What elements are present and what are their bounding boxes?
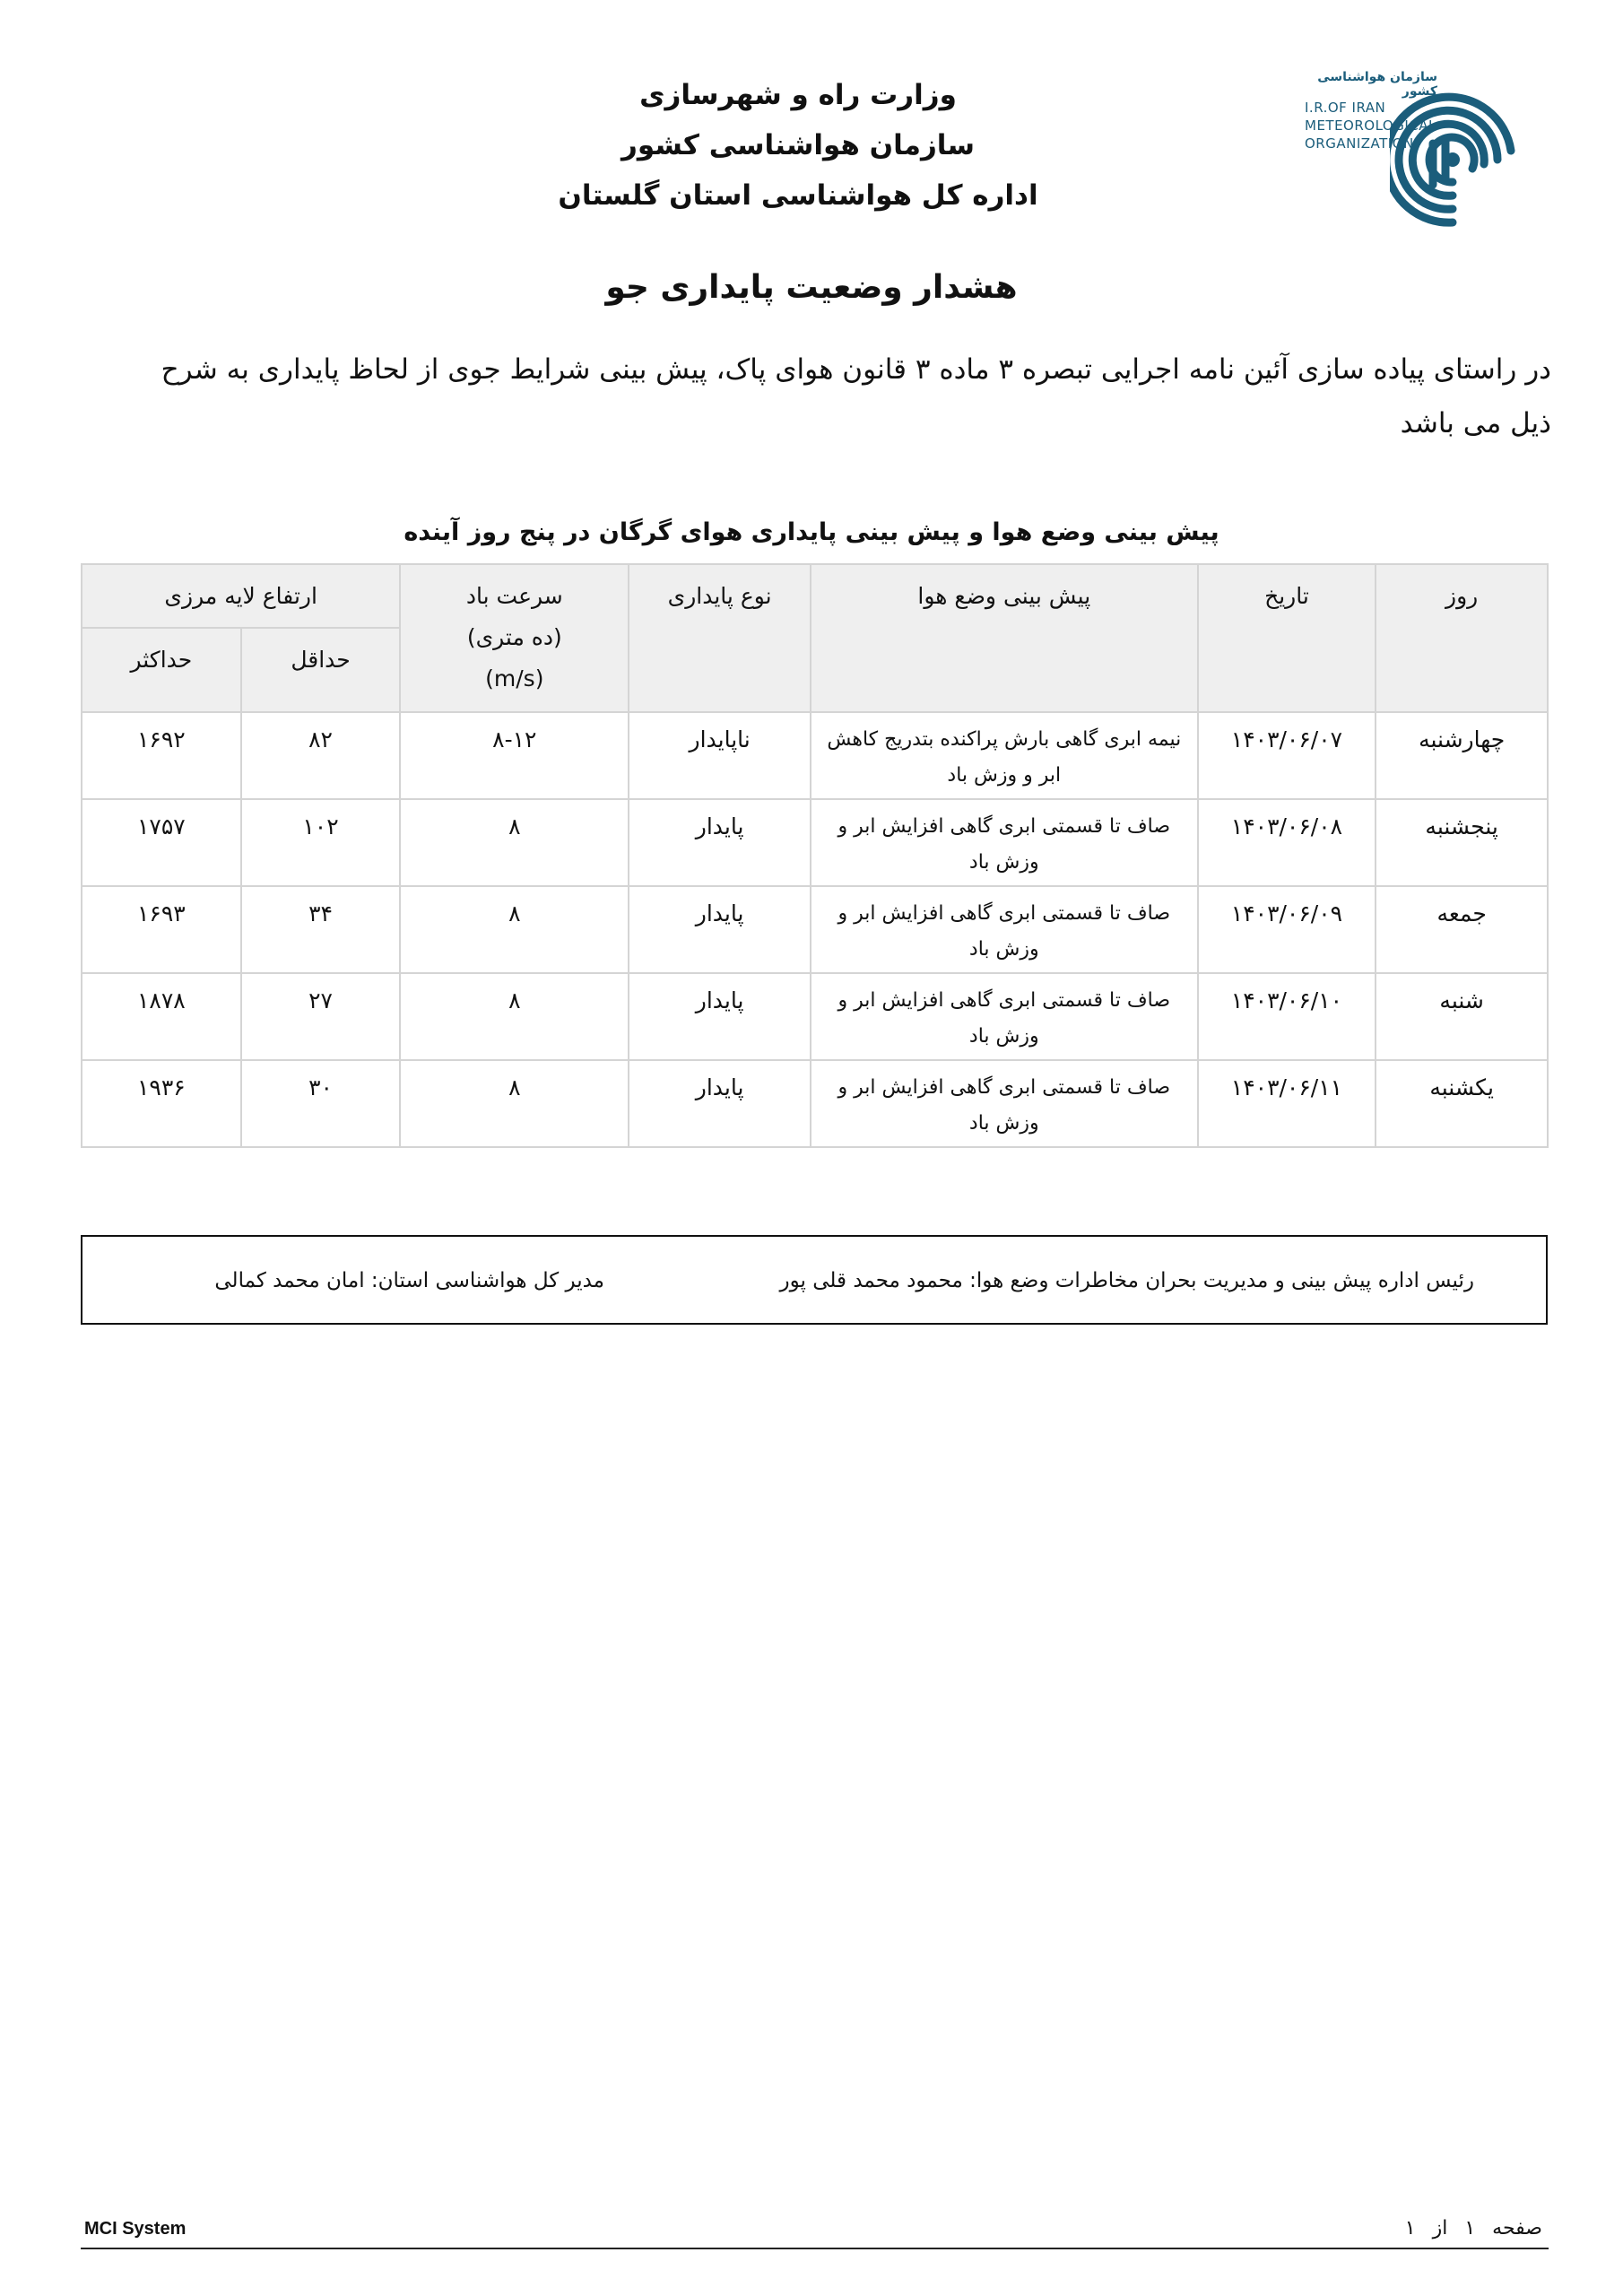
footer-divider <box>81 2248 1549 2249</box>
document-title: هشدار وضعیت پایداری جو <box>605 269 1018 306</box>
cell-stability-type: ناپایدار <box>629 712 811 799</box>
header-wind-speed <box>400 564 629 712</box>
cell-wind-speed: ۸ <box>400 973 629 1060</box>
header-wind-speed-line-1: سرعت باد <box>465 583 563 609</box>
cell-stability-type: پایدار <box>629 1060 811 1147</box>
cell-min: ۳۴ <box>241 886 401 973</box>
cell-date: ۱۴۰۳/۰۶/۱۱ <box>1198 1060 1376 1147</box>
cell-day: پنجشنبه <box>1376 799 1548 886</box>
cell-condition: صاف تا قسمتی ابری گاهی افزایش ابر و وزش باد <box>811 799 1198 886</box>
header-weather-forecast: پیش بینی وضع هوا <box>811 564 1198 712</box>
header-date: تاریخ <box>1198 564 1376 712</box>
cell-max: ۱۶۹۳ <box>82 886 241 973</box>
header-boundary-layer-height: ارتفاع لایه مرزی <box>82 564 400 628</box>
director-signature: مدیر کل هواشناسی استان: امان محمد کمالی <box>214 1269 604 1292</box>
cell-date: ۱۴۰۳/۰۶/۰۹ <box>1198 886 1376 973</box>
header-max: حداکثر <box>82 628 241 712</box>
table-row <box>82 712 1548 799</box>
cell-stability-type: پایدار <box>629 973 811 1060</box>
table-row <box>82 886 1548 973</box>
spiral-emblem-icon <box>1390 79 1515 231</box>
logo-persian-text: سازمان هواشناسی کشور <box>1317 70 1437 99</box>
header-wind-speed-line-2: (ده متری) <box>466 624 562 650</box>
cell-date: ۱۴۰۳/۰۶/۰۷ <box>1198 712 1376 799</box>
cell-day: جمعه <box>1376 886 1548 973</box>
table-caption: پیش بینی وضع هوا و پیش بینی پایداری هوای گرگان در پنج روز آینده <box>404 518 1219 546</box>
cell-day: شنبه <box>1376 973 1548 1060</box>
cell-wind-speed: ۸-۱۲ <box>400 712 629 799</box>
cell-min: ۱۰۲ <box>241 799 401 886</box>
cell-min: ۳۰ <box>241 1060 401 1147</box>
forecast-head-signature: رئیس اداره پیش بینی و مدیریت بحران مخاطرات وضع هوا: محمود محمد قلی پور <box>779 1269 1474 1292</box>
cell-min: ۲۷ <box>241 973 401 1060</box>
cell-day: چهارشنبه <box>1376 712 1548 799</box>
ministry-name: وزارت راه و شهرسازی <box>639 79 957 111</box>
meteorological-organization-logo <box>1305 70 1520 231</box>
header-min: حداقل <box>241 628 401 712</box>
cell-min: ۸۲ <box>241 712 401 799</box>
cell-stability-type: پایدار <box>629 886 811 973</box>
table-row <box>82 799 1548 886</box>
cell-date: ۱۴۰۳/۰۶/۱۰ <box>1198 973 1376 1060</box>
cell-max: ۱۹۳۶ <box>82 1060 241 1147</box>
logo-text-line-3: ORGANIZATION <box>1305 135 1414 152</box>
cell-max: ۱۸۷۸ <box>82 973 241 1060</box>
cell-condition: صاف تا قسمتی ابری گاهی افزایش ابر و وزش باد <box>811 973 1198 1060</box>
cell-condition: صاف تا قسمتی ابری گاهی افزایش ابر و وزش باد <box>811 1060 1198 1147</box>
footer-system-label: MCI System <box>84 2219 187 2239</box>
logo-text-line-2: METEOROLOGICAL <box>1305 117 1436 134</box>
table-header-row <box>82 564 1548 628</box>
table-row <box>82 1060 1548 1147</box>
cell-condition: نیمه ابری گاهی بارش پراکنده بتدریج کاهش ابر و وزش باد <box>811 712 1198 799</box>
header-stability-type: نوع پایداری <box>629 564 811 712</box>
cell-stability-type: پایدار <box>629 799 811 886</box>
signature-box <box>81 1235 1548 1325</box>
ministry-header <box>484 70 1112 221</box>
logo-text-line-1: I.R.OF IRAN <box>1305 100 1386 116</box>
cell-wind-speed: ۸ <box>400 886 629 973</box>
cell-wind-speed: ۸ <box>400 799 629 886</box>
cell-date: ۱۴۰۳/۰۶/۰۸ <box>1198 799 1376 886</box>
organization-name: سازمان هواشناسی کشور <box>621 129 975 161</box>
cell-max: ۱۷۵۷ <box>82 799 241 886</box>
cell-day: یکشنبه <box>1376 1060 1548 1147</box>
intro-paragraph: در راستای پیاده سازی آئین نامه اجرایی تبصره ۳ ماده ۳ قانون هوای پاک، پیش بینی شرایط جوی از لحاظ پایداری به شرح ذیل می باشد <box>161 353 1551 439</box>
forecast-table <box>81 563 1549 1148</box>
table-row <box>82 973 1548 1060</box>
cell-condition: صاف تا قسمتی ابری گاهی افزایش ابر و وزش باد <box>811 886 1198 973</box>
provincial-office-name: اداره کل هواشناسی استان گلستان <box>558 179 1038 212</box>
cell-wind-speed: ۸ <box>400 1060 629 1147</box>
header-wind-speed-unit: (m/s) <box>485 665 544 691</box>
cell-max: ۱۶۹۲ <box>82 712 241 799</box>
header-day: روز <box>1376 564 1548 712</box>
footer-page-number: صفحه ۱ از ۱ <box>1404 2217 1542 2239</box>
